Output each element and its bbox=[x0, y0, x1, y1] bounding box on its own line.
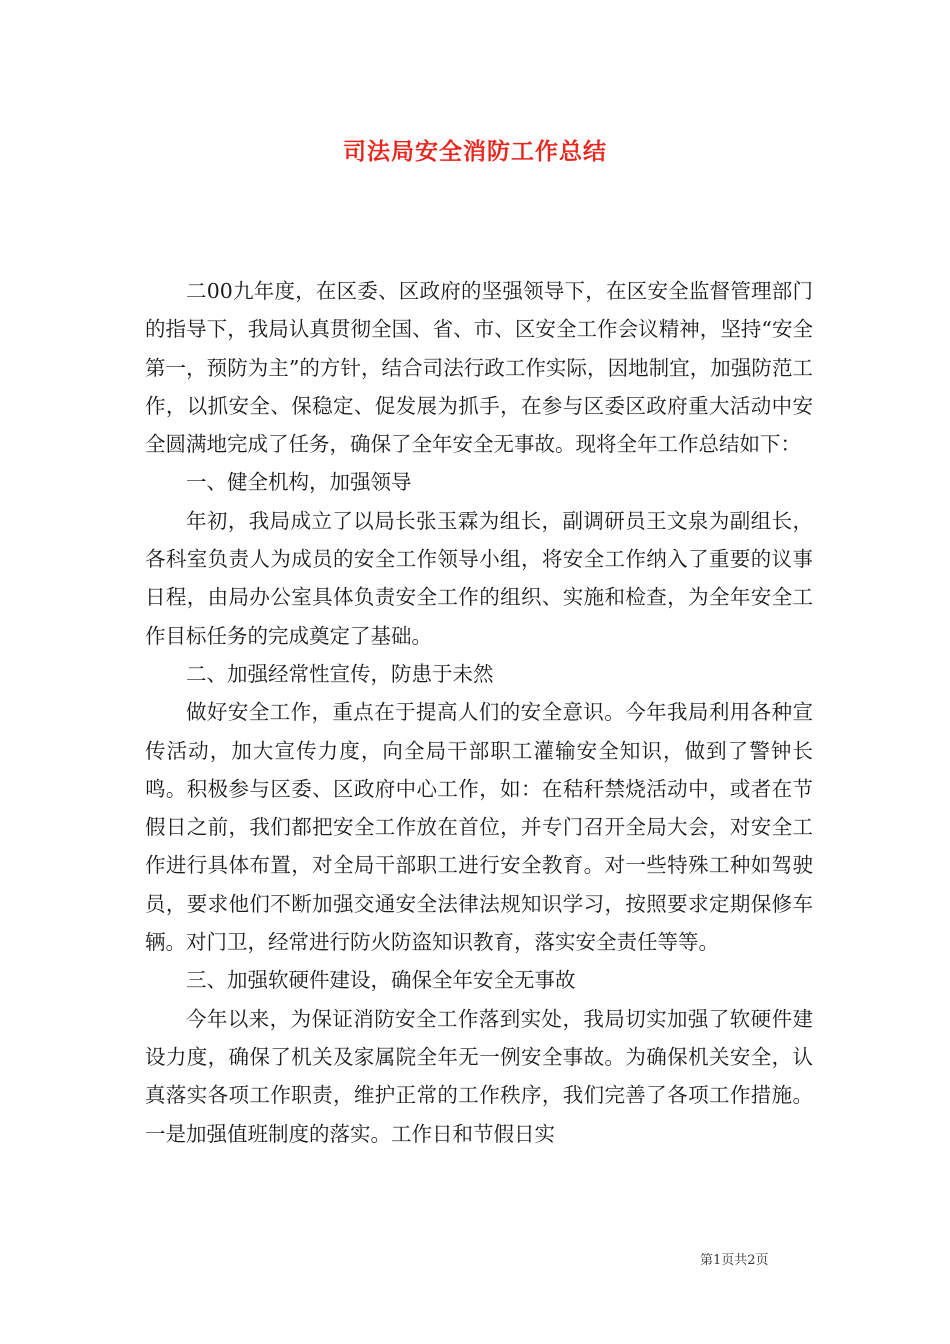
section-heading-2: 二、加强经常性宣传，防患于未然 bbox=[186, 661, 494, 686]
document-body bbox=[145, 272, 813, 1153]
document-title: 司法局安全消防工作总结 bbox=[343, 138, 607, 165]
paragraph-section-2: 做好安全工作，重点在于提高人们的安全意识。今年我局利用各种宣传活动，加大宣传力度，向全局干部职工灌输安全知识，做到了警钟长鸣。积极参与区委、区政府中心工作，如：在秸秆禁烧活动中，或者在节假日之前，我们都把安全工作放在首位，并专门召开全局大会，对安全工作进行具体布置，对全局干部职工进行安全教育。对一些特殊工种如驾驶员，要求他们不断加强交通安全法律法规知识学习，按照要求定期保修车辆。对门卫，经常进行防火防盗知识教育，落实安全责任等等。 bbox=[145, 700, 813, 955]
section-heading-3: 三、加强软硬件建设，确保全年安全无事故 bbox=[186, 968, 576, 993]
paragraph-intro: 二00九年度，在区委、区政府的坚强领导下，在区安全监督管理部门的指导下，我局认真贯彻全国、省、市、区安全工作会议精神，坚持“安全第一，预防为主”的方针，结合司法行政工作实际，因地制宜，加强防范工作，以抓安全、保稳定、促发展为抓手，在参与区委区政府重大活动中安全圆满地完成了任务，确保了全年安全无事故。现将全年工作总结如下： bbox=[145, 279, 813, 457]
page-number: 第1页共2页 bbox=[700, 1253, 769, 1268]
paragraph-section-3: 今年以来，为保证消防安全工作落到实处，我局切实加强了软硬件建设力度，确保了机关及家属院全年无一例安全事故。为确保机关安全，认真落实各项工作职责，维护正常的工作秩序，我们完善了各项工作措施。一是加强值班制度的落实。工作日和节假日实 bbox=[145, 1006, 813, 1146]
paragraph-section-1: 年初，我局成立了以局长张玉霖为组长，副调研员王文泉为副组长，各科室负责人为成员的安全工作领导小组，将安全工作纳入了重要的议事日程，由局办公室具体负责安全工作的组织、实施和检查，为全年安全工作目标任务的完成奠定了基础。 bbox=[145, 508, 813, 648]
section-heading-1: 一、健全机构，加强领导 bbox=[186, 470, 412, 495]
